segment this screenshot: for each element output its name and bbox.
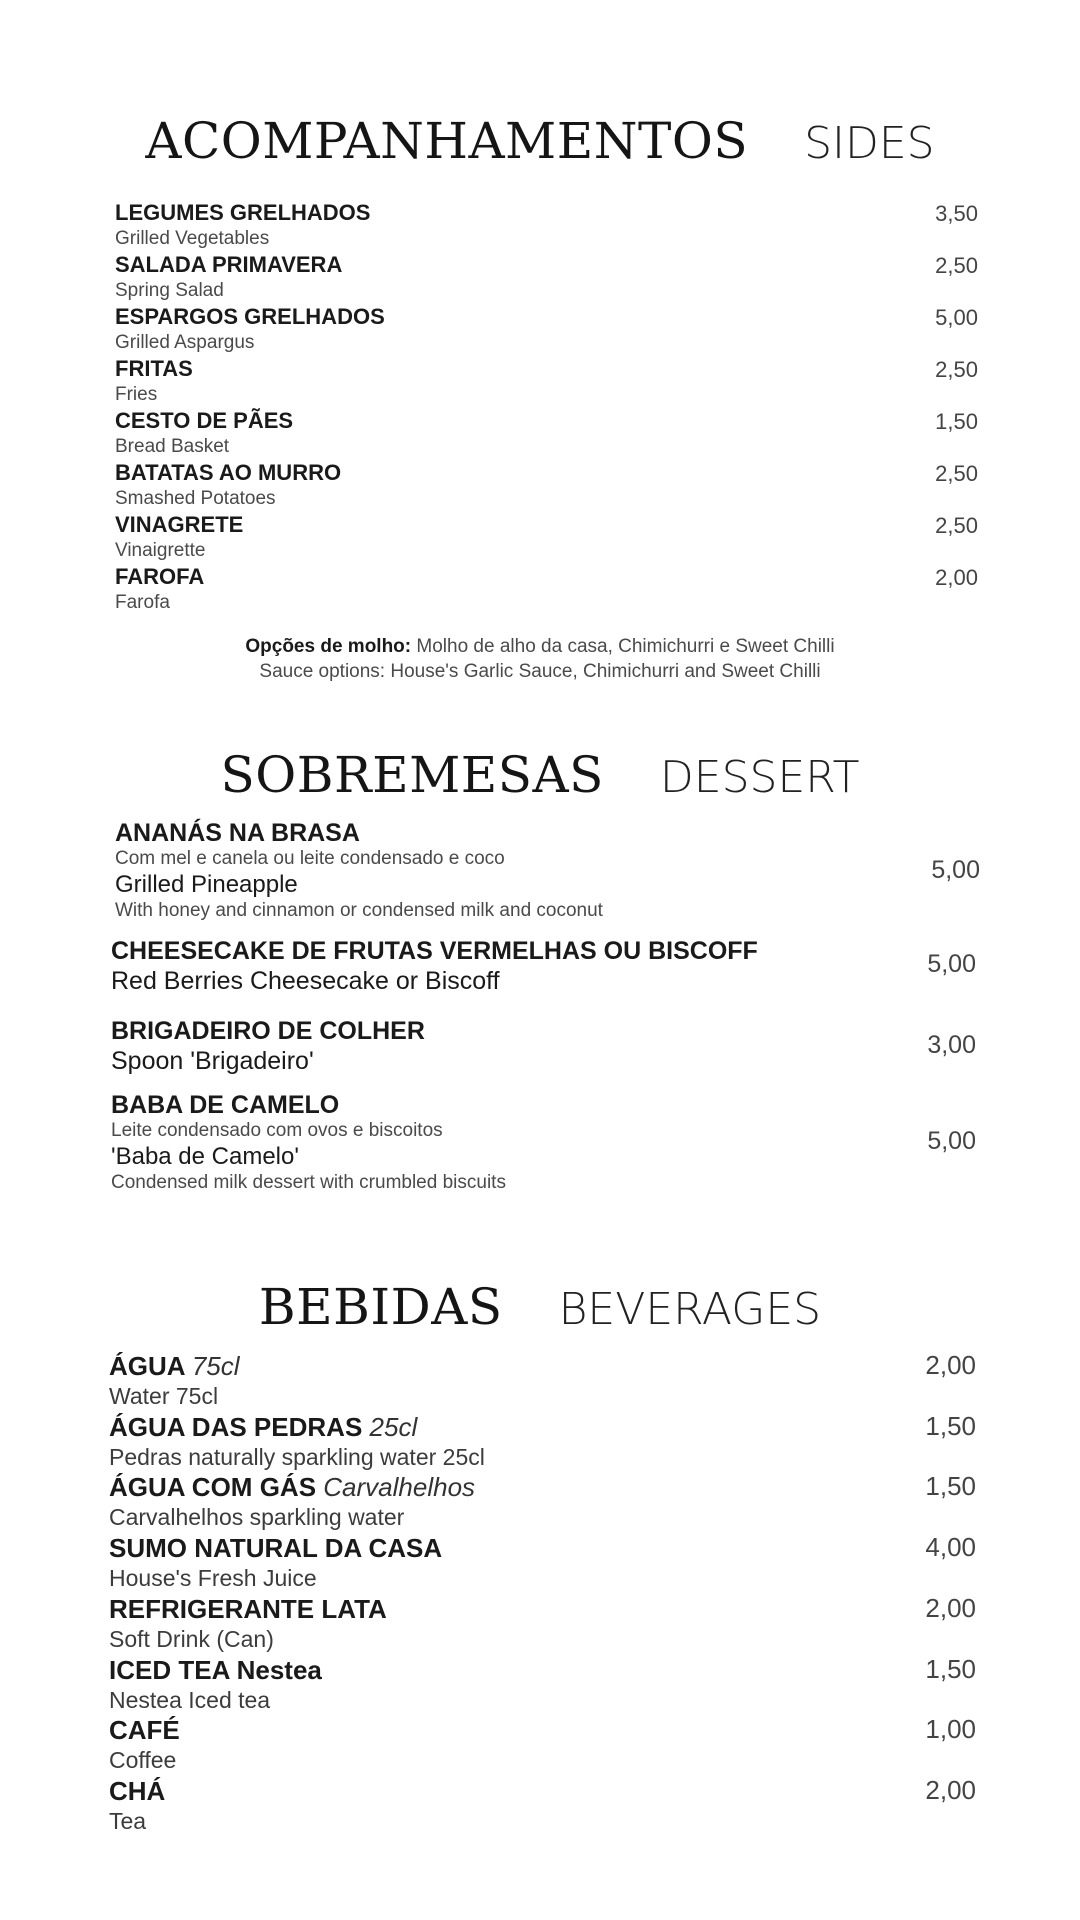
item-price: 3,50 (935, 201, 978, 226)
item-translation: Carvalhelhos sparkling water (109, 1504, 405, 1530)
item-name: SUMO NATURAL DA CASA (109, 1533, 443, 1563)
item-description-pt: Leite condensado com ovos e biscoitos (111, 1120, 443, 1141)
item-translation: Grilled Pineapple (115, 871, 298, 898)
item-translation: 'Baba de Camelo' (111, 1143, 299, 1170)
menu-item (115, 200, 370, 251)
item-price: 2,50 (935, 513, 978, 538)
item-price: 5,00 (931, 856, 980, 884)
item-name (109, 1411, 485, 1443)
item-translation: Spring Salad (115, 280, 224, 301)
item-name (109, 1350, 240, 1382)
item-translation: Smashed Potatoes (115, 488, 276, 509)
item-name-text: ÁGUA DAS PEDRAS (109, 1412, 363, 1442)
item-price: 5,00 (935, 305, 978, 330)
beverages-title-en: BEVERAGES (558, 1284, 822, 1335)
menu-item (109, 1350, 240, 1410)
item-price: 5,00 (927, 1127, 976, 1155)
item-note: 25cl (369, 1412, 418, 1442)
item-description-en: Condensed milk dessert with crumbled biscuits (111, 1172, 506, 1193)
menu-item (109, 1775, 165, 1835)
item-name: LEGUMES GRELHADOS (115, 200, 371, 225)
item-name: SALADA PRIMAVERA (115, 252, 343, 277)
item-price: 1,50 (925, 1411, 976, 1441)
sides-title-pt: ACOMPANHAMENTOS (145, 112, 749, 170)
item-price: 2,50 (935, 357, 978, 382)
item-translation: House's Fresh Juice (109, 1565, 317, 1591)
item-price: 2,00 (925, 1593, 976, 1623)
item-translation: Tea (109, 1808, 147, 1834)
item-name: CHÁ (109, 1776, 166, 1806)
item-name: ESPARGOS GRELHADOS (115, 304, 385, 329)
sauce-label: Opções de molho: (245, 636, 412, 657)
item-name: CHEESECAKE DE FRUTAS VERMELHAS OU BISCOFF (111, 937, 758, 965)
menu-item (109, 1654, 322, 1714)
item-name: FAROFA (115, 564, 205, 589)
sauce-options-en: Sauce options: House's Garlic Sauce, Chimichurri and Sweet Chilli (259, 661, 821, 682)
item-note: 75cl (191, 1351, 240, 1381)
item-name: ICED TEA Nestea (109, 1655, 322, 1685)
item-name: CAFÉ (109, 1715, 180, 1745)
item-translation: Farofa (115, 592, 170, 613)
menu-item (115, 304, 385, 355)
item-translation: Soft Drink (Can) (109, 1626, 274, 1652)
item-translation: Coffee (109, 1747, 177, 1773)
menu-item (109, 1411, 485, 1471)
menu-item (109, 1593, 387, 1653)
sauce-options-pt (0, 634, 1080, 659)
item-name: REFRIGERANTE LATA (109, 1594, 387, 1624)
menu-item (111, 1090, 506, 1194)
item-price: 2,50 (935, 253, 978, 278)
sides-title-en: SIDES (804, 118, 935, 169)
item-description-pt: Com mel e canela ou leite condensado e coco (115, 848, 505, 869)
menu-item (115, 252, 342, 303)
item-price: 4,00 (925, 1532, 976, 1562)
item-name-text: ÁGUA COM GÁS (109, 1472, 317, 1502)
item-name: BATATAS AO MURRO (115, 460, 342, 485)
item-price: 1,50 (925, 1471, 976, 1501)
sides-heading (0, 112, 1080, 170)
item-translation: Grilled Aspargus (115, 332, 255, 353)
beverages-title-pt: BEBIDAS (258, 1278, 503, 1336)
item-name: FRITAS (115, 356, 193, 381)
item-translation: Pedras naturally sparkling water 25cl (109, 1444, 485, 1470)
item-price: 2,00 (925, 1775, 976, 1805)
item-price: 1,00 (925, 1714, 976, 1744)
item-name (109, 1471, 475, 1503)
item-description-en: With honey and cinnamon or condensed milk and coconut (115, 900, 603, 921)
menu-item (115, 356, 193, 407)
menu-item (109, 1532, 442, 1592)
item-price: 2,50 (935, 461, 978, 486)
item-translation: Spoon 'Brigadeiro' (111, 1047, 314, 1075)
menu-item (115, 564, 204, 615)
menu-item (109, 1471, 475, 1531)
item-price: 2,00 (925, 1350, 976, 1380)
item-name: VINAGRETE (115, 512, 244, 537)
desserts-title-pt: SOBREMESAS (220, 746, 604, 804)
item-translation: Red Berries Cheesecake or Biscoff (111, 967, 500, 995)
item-name: CESTO DE PÃES (115, 408, 294, 433)
item-translation: Grilled Vegetables (115, 228, 270, 249)
menu-item (115, 818, 603, 922)
menu-item (115, 512, 243, 563)
item-price: 1,50 (925, 1654, 976, 1684)
menu-item (115, 408, 293, 459)
desserts-heading (0, 746, 1080, 804)
item-note: Carvalhelhos (323, 1472, 476, 1502)
item-name: BRIGADEIRO DE COLHER (111, 1017, 425, 1045)
sauce-list-pt: Molho de alho da casa, Chimichurri e Sweet Chilli (411, 636, 835, 657)
item-translation: Nestea Iced tea (109, 1687, 271, 1713)
menu-item (111, 1016, 425, 1076)
desserts-title-en: DESSERT (659, 752, 860, 803)
item-name: BABA DE CAMELO (111, 1091, 340, 1119)
sauce-options (0, 634, 1080, 684)
item-price: 5,00 (927, 950, 976, 978)
item-translation: Bread Basket (115, 436, 230, 457)
item-translation: Vinaigrette (115, 540, 206, 561)
item-translation: Water 75cl (109, 1383, 219, 1409)
menu-item (109, 1714, 180, 1774)
menu-item (115, 460, 341, 511)
beverages-heading (0, 1278, 1080, 1336)
item-name-text: ÁGUA (109, 1351, 185, 1381)
item-price: 1,50 (935, 409, 978, 434)
menu-item (111, 936, 758, 996)
item-price: 2,00 (935, 565, 978, 590)
item-price: 3,00 (927, 1031, 976, 1059)
item-translation: Fries (115, 384, 158, 405)
item-name: ANANÁS NA BRASA (115, 819, 360, 847)
